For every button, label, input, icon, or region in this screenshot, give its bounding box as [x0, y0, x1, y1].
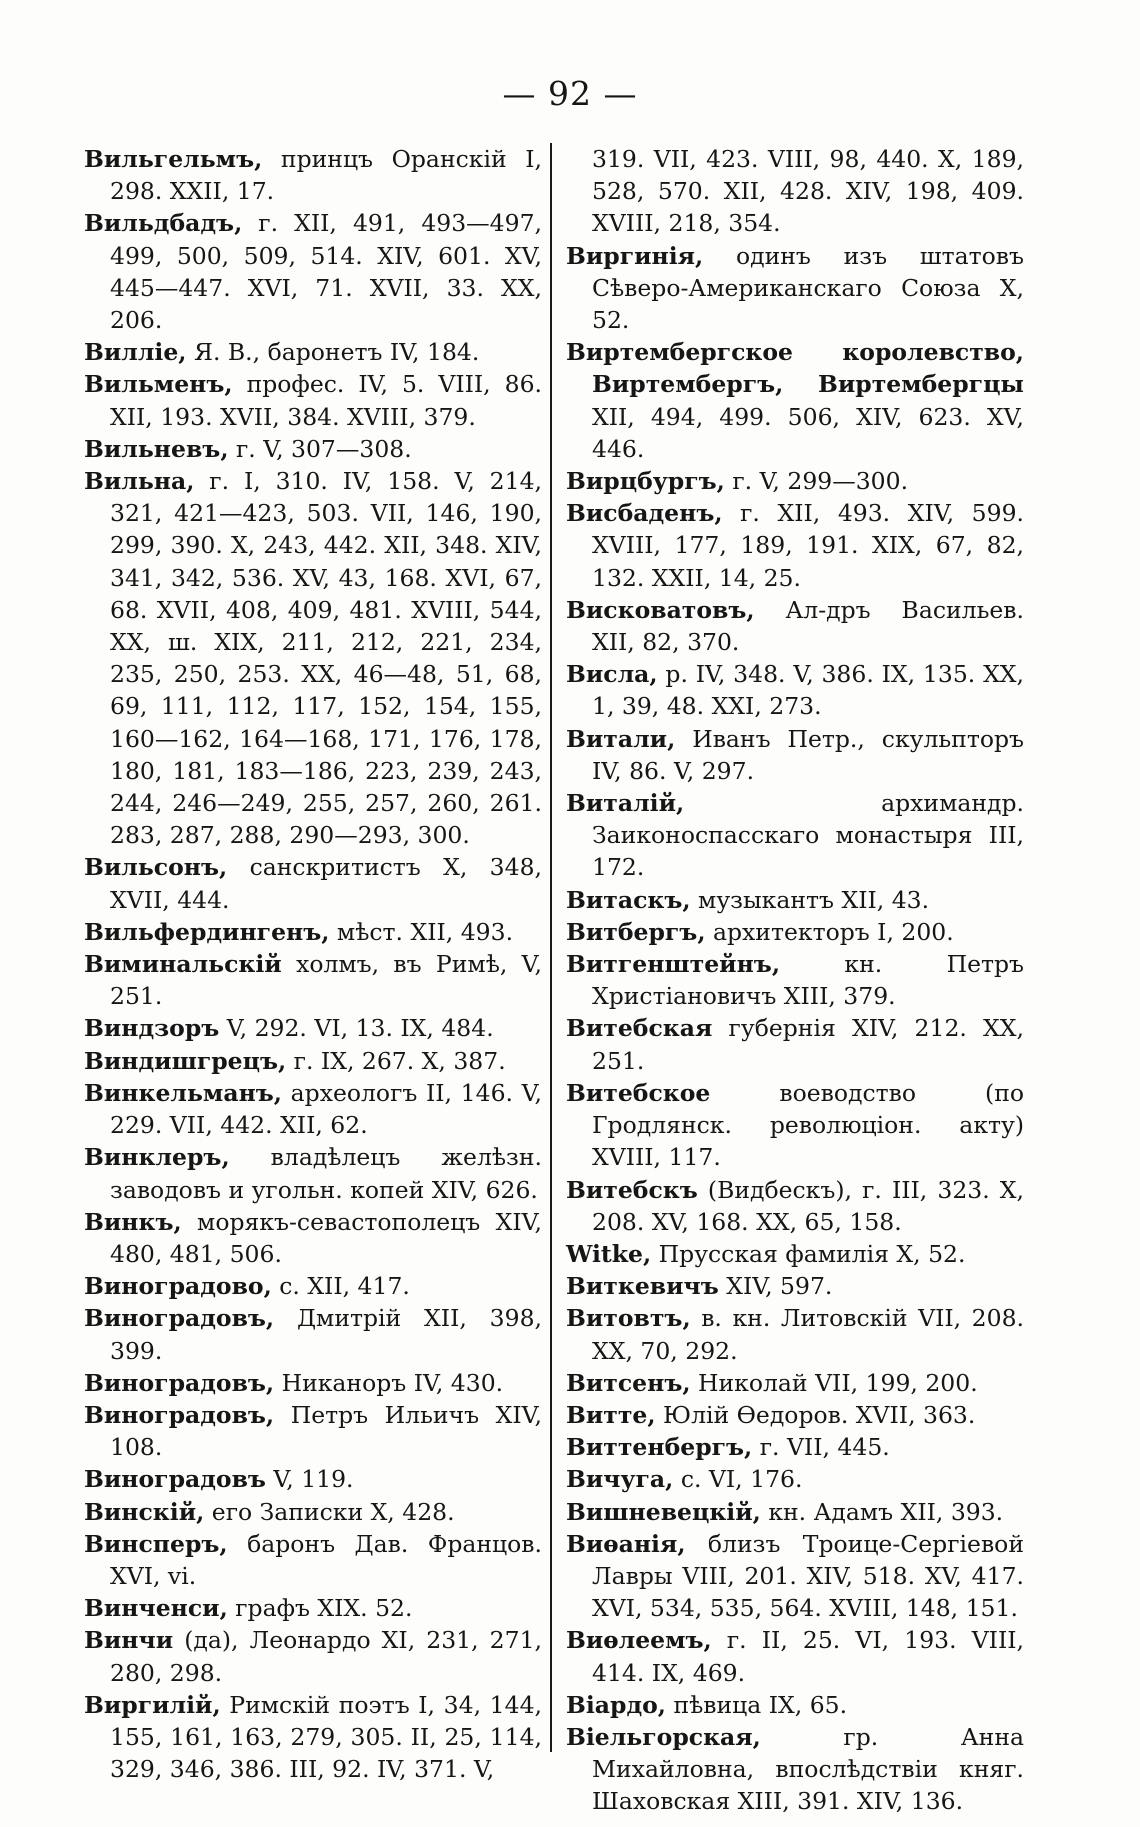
entry-references: губернія XIV, 212. XX, 251. [592, 1014, 1024, 1075]
entry-headword: Вильфердингенъ, [84, 917, 330, 946]
index-entry [84, 1045, 542, 1077]
entry-headword: Виѳлеемъ, [566, 1626, 712, 1655]
index-entry [566, 1077, 1024, 1174]
index-entry [84, 368, 542, 432]
entry-references: Прусская фамилія X, 52. [651, 1239, 966, 1268]
entry-headword: Виминальскій [84, 950, 282, 979]
entry-headword: Винсперъ, [84, 1529, 228, 1558]
entry-headword: Вичуга, [566, 1465, 674, 1494]
entry-references: близъ Троице-Сергіевой Лавры VIII, 201. XIV, 518. XV, 417. XVI, 534, 535, 564. XVIII, 148, 151. [592, 1529, 1024, 1623]
entry-headword: Виноградовъ, [84, 1368, 275, 1397]
index-entry [566, 1496, 1024, 1528]
entry-headword: Виталій, [566, 789, 685, 818]
entry-headword: Витбергъ, [566, 917, 706, 946]
entry-references: (Видбескъ), г. III, 323. X, 208. XV, 168. XX, 65, 158. [592, 1175, 1024, 1236]
entry-references: г. XII, 491, 493—497, 499, 500, 509, 514. XIV, 601. XV, 445—447. XVI, 71. XVII, 33. XX, 206. [110, 209, 542, 335]
entry-references: Я. В., баронетъ IV, 184. [186, 338, 480, 367]
entry-headword: Винчи [84, 1626, 174, 1655]
entry-headword: Винскій, [84, 1497, 205, 1526]
index-entry [84, 1689, 542, 1786]
entry-headword: Винченси, [84, 1594, 228, 1623]
entry-headword: Виндишгрецъ, [84, 1046, 287, 1075]
index-entry [566, 1399, 1024, 1431]
index-entry [566, 1463, 1024, 1495]
entry-references: Никаноръ IV, 430. [274, 1368, 504, 1397]
entry-headword: Висковатовъ, [566, 595, 755, 624]
entry-headword: Витсенъ, [566, 1368, 691, 1397]
entry-references: музыкантъ XII, 43. [690, 885, 930, 914]
entry-headword: Виноградовъ, [84, 1400, 275, 1429]
entry-references: архимандр. Заиконоспасскаго монастыря III, 172. [592, 789, 1024, 882]
index-entry [84, 1206, 542, 1270]
index-entry [84, 948, 542, 1012]
index-entry [84, 465, 542, 851]
entry-references: Иванъ Петр., скульпторъ IV, 86. V, 297. [592, 724, 1024, 785]
index-entry [84, 916, 542, 948]
entry-headword: Віельгорская, [566, 1722, 761, 1751]
entry-headword: Винкъ, [84, 1207, 182, 1236]
entry-headword: Витгенштейнъ, [566, 950, 781, 979]
entry-headword: Витебскъ [566, 1175, 698, 1204]
entry-references: кн. Адамъ XII, 393. [760, 1497, 1004, 1526]
entry-references: архитекторъ I, 200. [705, 917, 954, 946]
entry-headword: Вильна, [84, 467, 195, 496]
entry-references: г. I, 310. IV, 158. V, 214, 321, 421—423, 503. VII, 146, 190, 299, 390. X, 243, 442. XII, 348. XIV, 341, 342, 536. XV, 43, 168. XVI, 67, 68. XVII, 408, 409, 481. XVIII, 544, XX, ш. XIX, 211, 212, 221, 234, 235, 250, 253. XX, 46—48, 51, 68, 69, 111, 112, 117, 152, 154, 155, 160—162, 164—168, 171, 176, 178, 180, 181, 183—186, 223, 239, 243, 244, 246—249, 255, 257, 260, 261. 283, 287, 288, 290—293, 300. [110, 467, 542, 850]
entry-references: одинъ изъ штатовъ Сѣверо-Американскаго Союза X, 52. [592, 241, 1024, 335]
index-entry [84, 1528, 542, 1592]
entry-references: Ал-дръ Васильев. XII, 82, 370. [592, 595, 1024, 657]
index-entry [84, 207, 542, 336]
index-entry [84, 1624, 542, 1688]
entry-references: V, 119. [265, 1465, 354, 1494]
entry-references: г. V, 299—300. [724, 467, 909, 496]
entry-headword: Вильгельмъ, [84, 145, 263, 173]
entry-references: XII, 494, 499. 506, XIV, 623. XV, 446. [592, 402, 1024, 463]
page-number: — 92 — [502, 74, 638, 113]
index-entry [566, 1367, 1024, 1399]
entry-headword: Віардо, [566, 1690, 666, 1719]
index-entry [566, 948, 1024, 1012]
index-entry [566, 1238, 1024, 1270]
entry-headword: Витаскъ, [566, 885, 691, 914]
entry-headword: Вильменъ, [84, 370, 233, 399]
entry-references: р. IV, 348. V, 386. IX, 135. XX, 1, 39, 48. XXI, 273. [592, 660, 1024, 721]
entry-headword: Витебская [566, 1014, 713, 1043]
entry-references: Римскій поэтъ I, 34, 144, 155, 161, 163, 279, 305. II, 25, 114, 329, 346, 386. III, 92. IV, 371. V, [110, 1690, 542, 1784]
index-entry [566, 658, 1024, 722]
index-entry [566, 787, 1024, 884]
index-entry [566, 465, 1024, 497]
entry-references: графъ XIX. 52. [227, 1594, 413, 1623]
index-entry [566, 336, 1024, 465]
entry-references: Дмитрій XII, 398, 399. [110, 1304, 542, 1365]
entry-headword: Вишневецкій, [566, 1497, 761, 1526]
entry-references: археологъ II, 146. V, 229. VII, 442. XII, 62. [110, 1078, 542, 1140]
entry-headword: Виттенбергъ, [566, 1433, 753, 1462]
index-entry [566, 1721, 1024, 1818]
entry-headword: Виноградовъ [84, 1465, 266, 1494]
index-entry [566, 143, 1024, 240]
entry-references: Николай VII, 199, 200. [690, 1368, 978, 1397]
entry-headword: Виноградово, [84, 1272, 272, 1301]
index-entry [84, 1367, 542, 1399]
entry-references: владѣлецъ желѣзн. заводовъ и угольн. копей XIV, 626. [110, 1143, 542, 1204]
entry-references: (да), Леонардо XI, 231, 271, 280, 298. [110, 1626, 542, 1687]
index-entry [84, 1141, 542, 1205]
index-entry [566, 1270, 1024, 1302]
index-entry [566, 723, 1024, 787]
index-entry [84, 1012, 542, 1044]
index-entry [84, 1592, 542, 1624]
entry-headword: Виноградовъ, [84, 1304, 275, 1333]
entry-references: г. XII, 493. XIV, 599. XVIII, 177, 189, 191. XIX, 67, 82, 132. XXII, 14, 25. [592, 499, 1024, 592]
entry-headword: Witke, [566, 1239, 652, 1268]
entry-headword: Висбаденъ, [566, 499, 723, 528]
entry-references: воеводство (по Гродлянск. революціон. акту) XVIII, 117. [592, 1078, 1024, 1172]
index-entry [566, 594, 1024, 658]
entry-references: Юлій Ѳедоров. XVII, 363. [655, 1400, 976, 1429]
entry-headword: Вильсонъ, [84, 853, 228, 882]
index-entry [84, 143, 542, 207]
entry-references: баронъ Дав. Францов. XVI, vi. [110, 1529, 542, 1590]
entry-references: санскритистъ X, 348, XVII, 444. [110, 853, 542, 914]
entry-headword: Виндзоръ [84, 1014, 220, 1043]
entry-references: Петръ Ильичъ XIV, 108. [110, 1400, 542, 1462]
entry-references: мѣст. XII, 493. [329, 917, 514, 946]
entry-headword: Вирцбургъ, [566, 467, 725, 496]
index-entry [566, 1431, 1024, 1463]
left-column [84, 143, 542, 1785]
index-entry [566, 1012, 1024, 1076]
index-entry [84, 1399, 542, 1463]
index-entry [84, 433, 542, 465]
index-entry [84, 1496, 542, 1528]
entry-references: гр. Анна Михайловна, впослѣдствіи княг. Шаховская XIII, 391. XIV, 136. [592, 1722, 1024, 1816]
index-entry [84, 851, 542, 915]
entry-references: холмъ, въ Римѣ, V, 251. [110, 950, 542, 1011]
right-column [566, 143, 1024, 1818]
index-entry [566, 1689, 1024, 1721]
entry-references: морякъ-севастополецъ XIV, 480, 481, 506. [110, 1207, 542, 1268]
entry-references: с. XII, 417. [271, 1272, 410, 1301]
entry-headword: Винклеръ, [84, 1143, 230, 1172]
index-entry [84, 1463, 542, 1495]
index-entry [566, 497, 1024, 594]
entry-references: г. II, 25. VI, 193. VIII, 414. IX, 469. [592, 1626, 1024, 1687]
entry-headword: Витебское [566, 1078, 711, 1107]
index-entry [566, 916, 1024, 948]
index-entry [566, 1302, 1024, 1366]
entry-references: в. кн. Литовскій VII, 208. XX, 70, 292. [592, 1304, 1024, 1365]
index-entry [566, 884, 1024, 916]
entry-headword: Виртембергское королевство, Виртембергъ, Виртембергцы [566, 338, 1024, 399]
entry-references: V, 292. VI, 13. IX, 484. [219, 1014, 494, 1043]
entry-headword: Вилліе, [84, 338, 187, 367]
entry-references: с. VI, 176. [673, 1465, 803, 1494]
index-entry [566, 1624, 1024, 1688]
entry-references: кн. Петръ Христіановичъ XIII, 379. [592, 950, 1024, 1011]
entry-headword: Витте, [566, 1400, 656, 1429]
index-entry [84, 1270, 542, 1302]
entry-headword: Виргилій, [84, 1690, 221, 1719]
entry-references: его Записки X, 428. [204, 1497, 455, 1526]
entry-headword: Витовтъ, [566, 1304, 691, 1333]
index-entry [566, 1174, 1024, 1238]
entry-headword: Вильдбадъ, [84, 209, 243, 238]
entry-headword: Вильневъ, [84, 434, 229, 463]
index-entry [566, 1528, 1024, 1625]
entry-references: профес. IV, 5. VIII, 86. XII, 193. XVII, 384. XVIII, 379. [110, 370, 542, 431]
index-entry [84, 1302, 542, 1366]
index-entry [84, 336, 542, 368]
entry-headword: Витали, [566, 724, 676, 753]
entry-headword: Виргинія, [566, 241, 704, 270]
entry-headword: Винкельманъ, [84, 1078, 282, 1107]
entry-references: 319. VII, 423. VIII, 98, 440. X, 189, 528, 570. XII, 428. XIV, 198, 409. XVIII, 218, 354. [592, 145, 1024, 238]
entry-headword: Виѳанія, [566, 1529, 686, 1558]
index-entry [84, 1077, 542, 1141]
column-divider [550, 143, 552, 1752]
entry-references: XIV, 597. [718, 1272, 833, 1301]
entry-headword: Виткевичъ [566, 1272, 719, 1301]
entry-references: г. VII, 445. [752, 1433, 890, 1462]
entry-references: г. IX, 267. X, 387. [286, 1046, 506, 1075]
entry-references: пѣвица IX, 65. [665, 1690, 848, 1719]
entry-references: принцъ Оранскій I, 298. XXII, 17. [110, 145, 542, 206]
entry-headword: Висла, [566, 660, 658, 689]
index-entry [566, 240, 1024, 337]
entry-references: г. V, 307—308. [228, 434, 412, 463]
